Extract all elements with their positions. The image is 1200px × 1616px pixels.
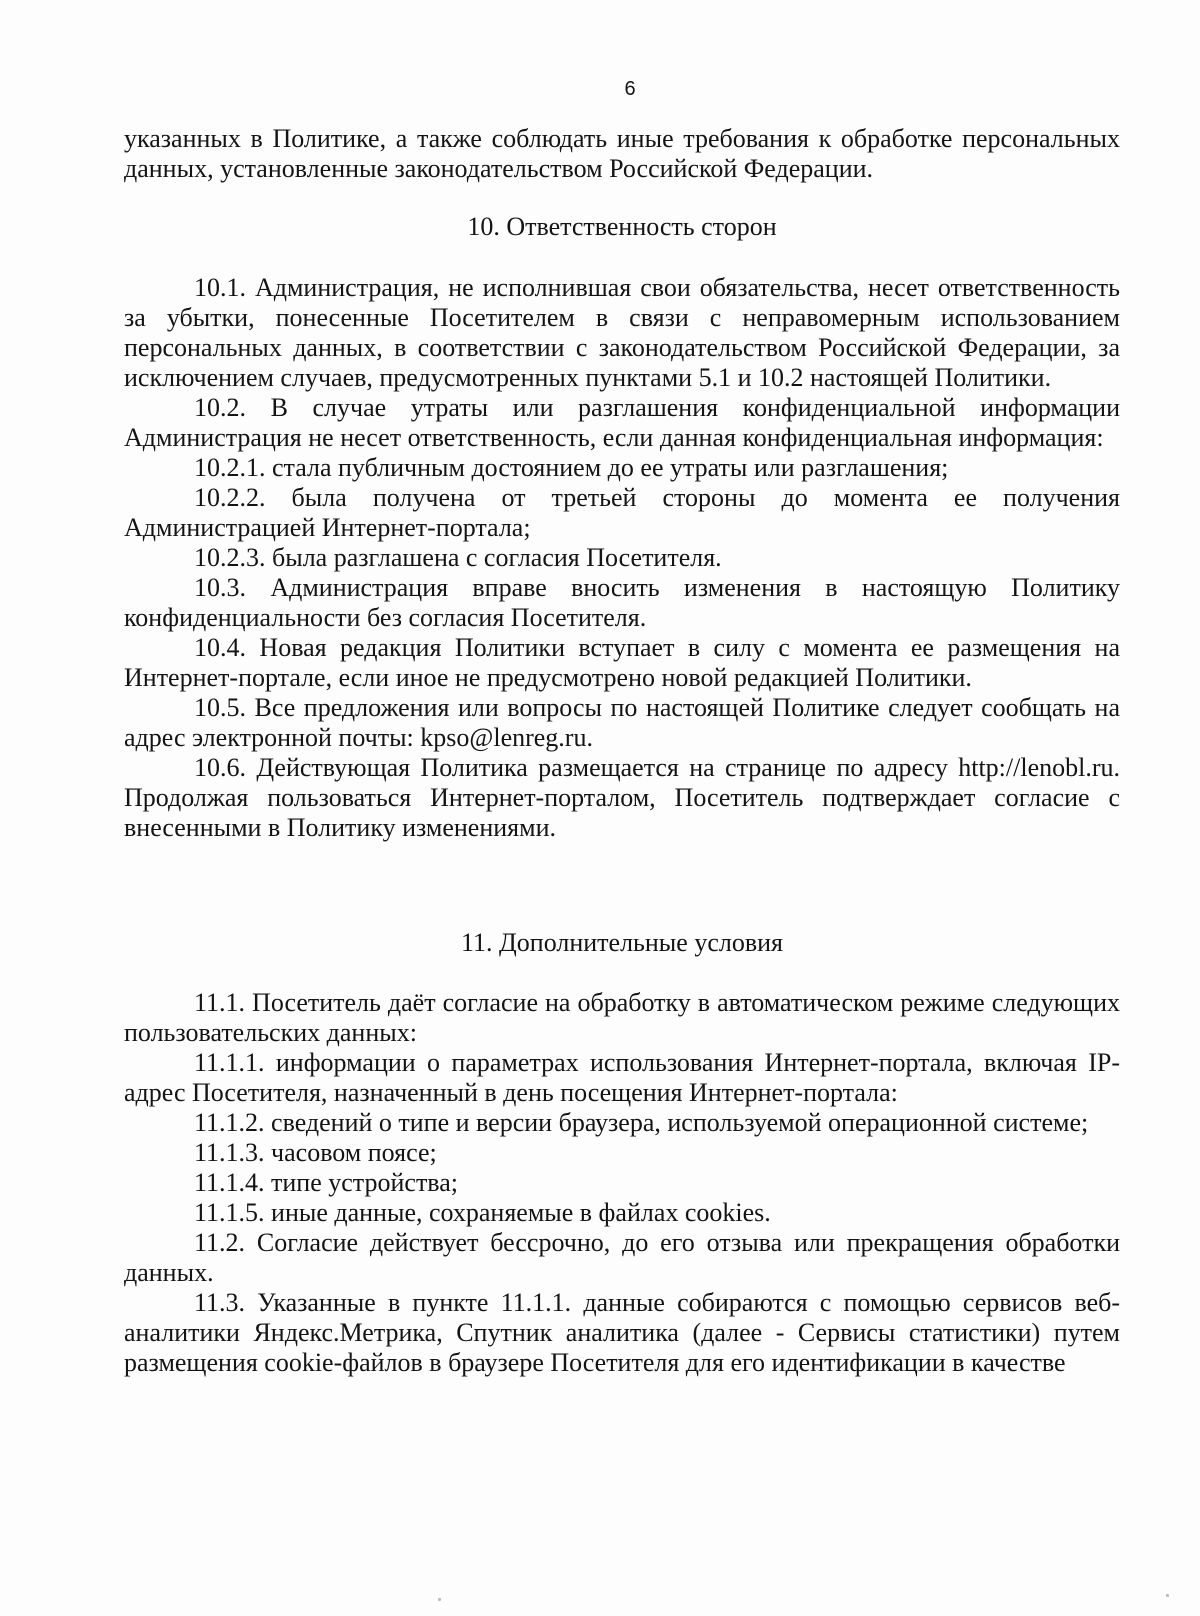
paragraph-10-2: 10.2. В случае утраты или разглашения конфиденциальной информации Администрация не несет ответственность, если данная конфиденциальная информация: (124, 393, 1120, 452)
paragraph-10-3: 10.3. Администрация вправе вносить изменения в настоящую Политику конфиденциальности без согласия Посетителя. (124, 573, 1120, 632)
paragraph-11-3: 11.3. Указанные в пункте 11.1.1. данные собираются с помощью сервисов веб-аналитики Яндекс.Метрика, Спутник аналитика (далее - Сервисы статистики) путем размещения cookie-файлов в браузере Посетителя для его идентификации в качестве (124, 1288, 1120, 1377)
paragraph-11-1-1: 11.1.1. информации о параметрах использования Интернет-портала, включая IP-адрес Посетителя, назначенный в день посещения Интернет-портала: (124, 1048, 1120, 1107)
paragraph-10-1: 10.1. Администрация, не исполнившая свои обязательства, несет ответственность за убытки, понесенные Посетителем в связи с неправомерным использованием персональных данных, в соответствии с законодательством Российской Федерации, за исключением случаев, предусмотренных пунктами 5.1 и 10.2 настоящей Политики. (124, 273, 1120, 392)
paragraph-10-6: 10.6. Действующая Политика размещается на странице по адресу http://lenobl.ru. Продолжая пользоваться Интернет-порталом, Посетитель подтверждает согласие с внесенными в Политику изменениями. (124, 753, 1120, 842)
paragraph-11-1-4: 11.1.4. типе устройства; (194, 1168, 458, 1197)
paragraph-10-5: 10.5. Все предложения или вопросы по настоящей Политике следует сообщать на адрес электронной почты: kpso@lenreg.ru. (124, 693, 1120, 752)
paragraph-11-1-3: 11.1.3. часовом поясе; (194, 1138, 437, 1167)
paragraph-10-2-3: 10.2.3. была разглашена с согласия Посетителя. (194, 543, 722, 572)
paragraph-11-1-2: 11.1.2. сведений о типе и версии браузера, используемой операционной системе; (194, 1108, 1089, 1137)
section-11-body (124, 988, 1120, 1378)
section-10-heading: 10. Ответственность сторон (467, 212, 777, 241)
page-number: 6 (624, 78, 636, 100)
section-11-heading: 11. Дополнительные условия (461, 928, 783, 957)
intro-block (124, 124, 1120, 184)
paragraph-10-2-1: 10.2.1. стала публичным достоянием до ее утраты или разглашения; (194, 453, 949, 482)
paragraph-11-1: 11.1. Посетитель даёт согласие на обработку в автоматическом режиме следующих пользовательских данных: (124, 988, 1120, 1047)
paragraph-11-1-5: 11.1.5. иные данные, сохраняемые в файлах cookies. (194, 1198, 771, 1227)
section-10-body (124, 273, 1120, 843)
intro-paragraph: указанных в Политике, а также соблюдать иные требования к обработке персональных данных, установленные законодательством Российской Федерации. (124, 124, 1120, 183)
scan-speck (438, 1598, 441, 1601)
scan-speck (1166, 1594, 1169, 1597)
paragraph-11-2: 11.2. Согласие действует бессрочно, до его отзыва или прекращения обработки данных. (124, 1228, 1120, 1287)
paragraph-10-2-2: 10.2.2. была получена от третьей стороны до момента ее получения Администрацией Интернет-портала; (124, 483, 1120, 542)
paragraph-10-4: 10.4. Новая редакция Политики вступает в силу с момента ее размещения на Интернет-портале, если иное не предусмотрено новой редакцией Политики. (124, 633, 1120, 692)
